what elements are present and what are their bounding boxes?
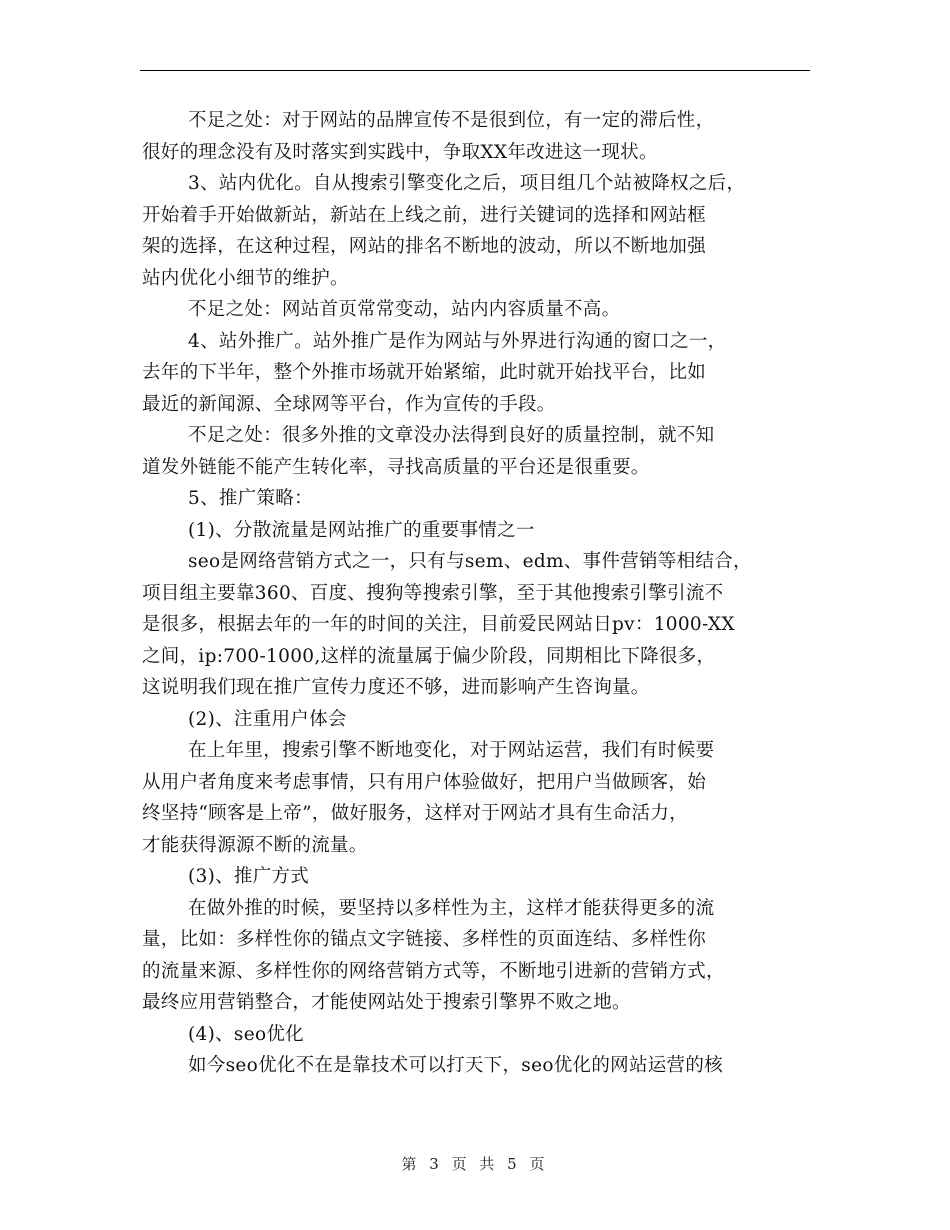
- text-line: 4、站外推广。站外推广是作为网站与外界进行沟通的窗口之一，: [188, 330, 727, 352]
- text-line: 如今seo优化不在是靠技术可以打天下，seo优化的网站运营的核: [188, 1055, 723, 1076]
- header-rule: [140, 70, 810, 71]
- text-line: 是很多，根据去年的一年的时间的关注，目前爱民网站日pv：1000-XX: [142, 614, 735, 635]
- text-line: 量，比如：多样性你的锚点文字链接、多样性的页面连结、多样性你: [142, 929, 707, 950]
- text-line: (4)、seo优化: [188, 1023, 304, 1045]
- text-line: 不足之处：网站首页常常变动，站内内容质量不高。: [188, 299, 621, 320]
- text-line: 5、推广策略：: [188, 488, 313, 509]
- text-line: 才能获得源源不断的流量。: [142, 834, 368, 856]
- text-line: (2)、注重用户体会: [188, 708, 347, 730]
- text-line: 项目组主要靠360、百度、搜狗等搜索引擎，至于其他搜索引擎引流不: [142, 582, 724, 604]
- text-line: 去年的下半年，整个外推市场就开始紧缩，此时就开始找平台，比如: [142, 362, 707, 383]
- text-line: 之间，ip:700-1000,这样的流量属于偏少阶段，同期相比下降很多，: [142, 645, 716, 667]
- text-line: seo是网络营销方式之一，只有与sem、edm、事件营销等相结合，: [188, 551, 752, 572]
- text-line: 架的选择，在这种过程，网站的排名不断地的波动，所以不断地加强: [142, 236, 707, 257]
- text-line: 最终应用营销整合，才能使网站处于搜索引擎界不败之地。: [142, 992, 631, 1013]
- text-line: 不足之处：很多外推的文章没办法得到良好的质量控制，就不知: [188, 425, 715, 446]
- text-line: 从用户者角度来考虑事情，只有用户体验做好，把用户当做顾客，始: [142, 771, 707, 793]
- text-line: 在上年里，搜索引擎不断地变化，对于网站运营，我们有时候要: [188, 740, 715, 761]
- text-line: 很好的理念没有及时落实到实践中，争取XX年改进这一现状。: [142, 141, 658, 163]
- text-line: 的流量来源、多样性你的网络营销方式等，不断地引进新的营销方式，: [142, 960, 725, 982]
- text-line: 终坚持“顾客是上帝”，做好服务，这样对于网站才具有生命活力，: [142, 803, 688, 824]
- text-line: 这说明我们现在推广宣传力度还不够，进而影响产生咨询量。: [142, 677, 650, 698]
- page-footer: 第 3 页 共 5 页: [401, 1155, 549, 1173]
- text-line: (3)、推广方式: [188, 866, 310, 887]
- text-line: (1)、分散流量是网站推广的重要事情之一: [188, 519, 535, 541]
- text-line: 不足之处：对于网站的品牌宣传不是很到位，有一定的滞后性，: [188, 110, 715, 131]
- document-body: [142, 105, 814, 1082]
- text-line: 开始着手开始做新站，新站在上线之前，进行关键词的选择和网站框: [142, 204, 707, 226]
- text-line: 道发外链能不能产生转化率，寻找高质量的平台还是很重要。: [142, 456, 650, 478]
- text-line: 3、站内优化。自从搜索引擎变化之后，项目组几个站被降权之后，: [188, 173, 746, 194]
- text-line: 最近的新闻源、全球网等平台，作为宣传的手段。: [142, 393, 556, 415]
- text-line: 在做外推的时候，要坚持以多样性为主，这样才能获得更多的流: [188, 897, 715, 919]
- text-line: 站内优化小细节的维护。: [142, 267, 349, 289]
